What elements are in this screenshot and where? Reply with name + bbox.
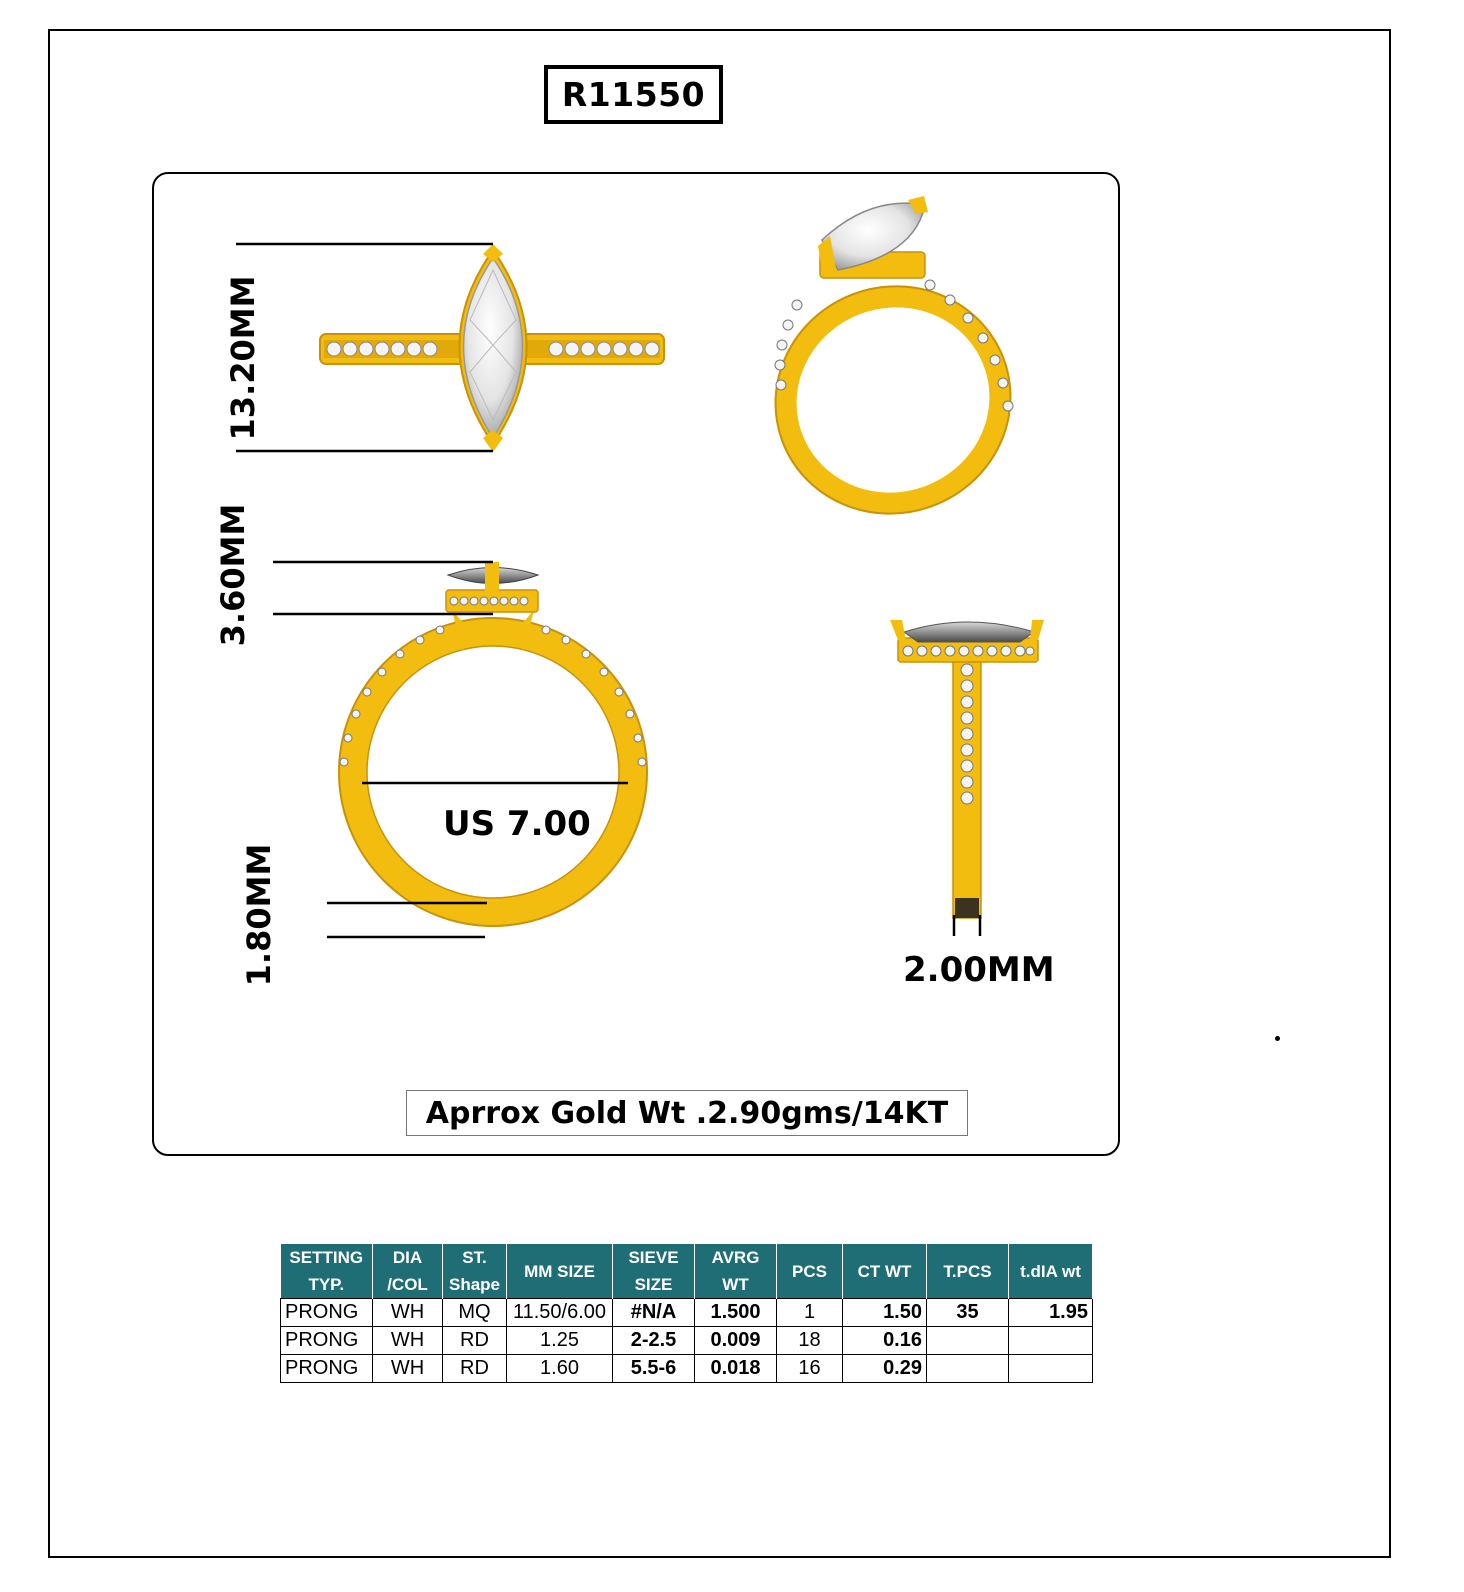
cell-total-dia-wt: [1009, 1327, 1093, 1355]
cell-avg-wt: 0.009: [695, 1327, 777, 1355]
cell-shape: MQ: [443, 1299, 507, 1327]
cell-total-pcs: [927, 1355, 1009, 1383]
cell-sieve: 2-2.5: [613, 1327, 695, 1355]
cell-ct-wt: 0.16: [843, 1327, 927, 1355]
cell-shape: RD: [443, 1355, 507, 1383]
side-view-ring: [339, 562, 647, 926]
perspective-view-ring: [743, 196, 1042, 547]
table-row: [281, 1327, 1093, 1355]
gold-weight: Aprrox Gold Wt .2.90gms/14KT: [406, 1090, 968, 1136]
stray-dot: [1275, 1036, 1280, 1041]
cell-avg-wt: 0.018: [695, 1355, 777, 1383]
header-stone-shape: ST. Shape: [443, 1244, 507, 1299]
band-width-label: 2.00MM: [903, 950, 1055, 990]
cell-setting: PRONG: [281, 1327, 373, 1355]
cell-sieve: 5.5-6: [613, 1355, 695, 1383]
cell-setting: PRONG: [281, 1299, 373, 1327]
cell-sieve: #N/A: [613, 1299, 695, 1327]
table-row: [281, 1355, 1093, 1383]
header-avg-wt: AVRG WT: [695, 1244, 777, 1299]
cell-total-dia-wt: [1009, 1355, 1093, 1383]
top-view-ring: [320, 244, 664, 452]
cell-color: WH: [373, 1299, 443, 1327]
front-view-ring: [890, 620, 1044, 918]
cell-shape: RD: [443, 1327, 507, 1355]
cell-total-dia-wt: 1.95: [1009, 1299, 1093, 1327]
header-dia-col: DIA /COL: [373, 1244, 443, 1299]
cell-avg-wt: 1.500: [695, 1299, 777, 1327]
length-label: 13.20MM: [224, 275, 262, 441]
ring-size-label: US 7.00: [443, 804, 591, 844]
header-mm-size: MM SIZE: [507, 1244, 613, 1299]
header-ct-wt: CT WT: [843, 1244, 927, 1299]
header-total-dia-wt: t.dIA wt: [1009, 1244, 1093, 1299]
cell-ct-wt: 1.50: [843, 1299, 927, 1327]
cell-color: WH: [373, 1355, 443, 1383]
cell-pcs: 18: [777, 1327, 843, 1355]
header-total-pcs: T.PCS: [927, 1244, 1009, 1299]
cell-total-pcs: [927, 1327, 1009, 1355]
header-pcs: PCS: [777, 1244, 843, 1299]
cell-total-pcs: 35: [927, 1299, 1009, 1327]
cell-color: WH: [373, 1327, 443, 1355]
table-row: [281, 1299, 1093, 1327]
header-sieve-size: SIEVE SIZE: [613, 1244, 695, 1299]
cell-mm-size: 1.25: [507, 1327, 613, 1355]
band-thickness-label: 1.80MM: [240, 843, 278, 987]
cell-mm-size: 1.60: [507, 1355, 613, 1383]
cell-setting: PRONG: [281, 1355, 373, 1383]
cell-pcs: 16: [777, 1355, 843, 1383]
stone-spec-table: [280, 1244, 1093, 1383]
design-code: R11550: [544, 65, 723, 124]
cell-pcs: 1: [777, 1299, 843, 1327]
table-header-row: [281, 1244, 1093, 1299]
cell-mm-size: 11.50/6.00: [507, 1299, 613, 1327]
cell-ct-wt: 0.29: [843, 1355, 927, 1383]
header-setting-type: SETTING TYP.: [281, 1244, 373, 1299]
height-label: 3.60MM: [214, 503, 252, 647]
